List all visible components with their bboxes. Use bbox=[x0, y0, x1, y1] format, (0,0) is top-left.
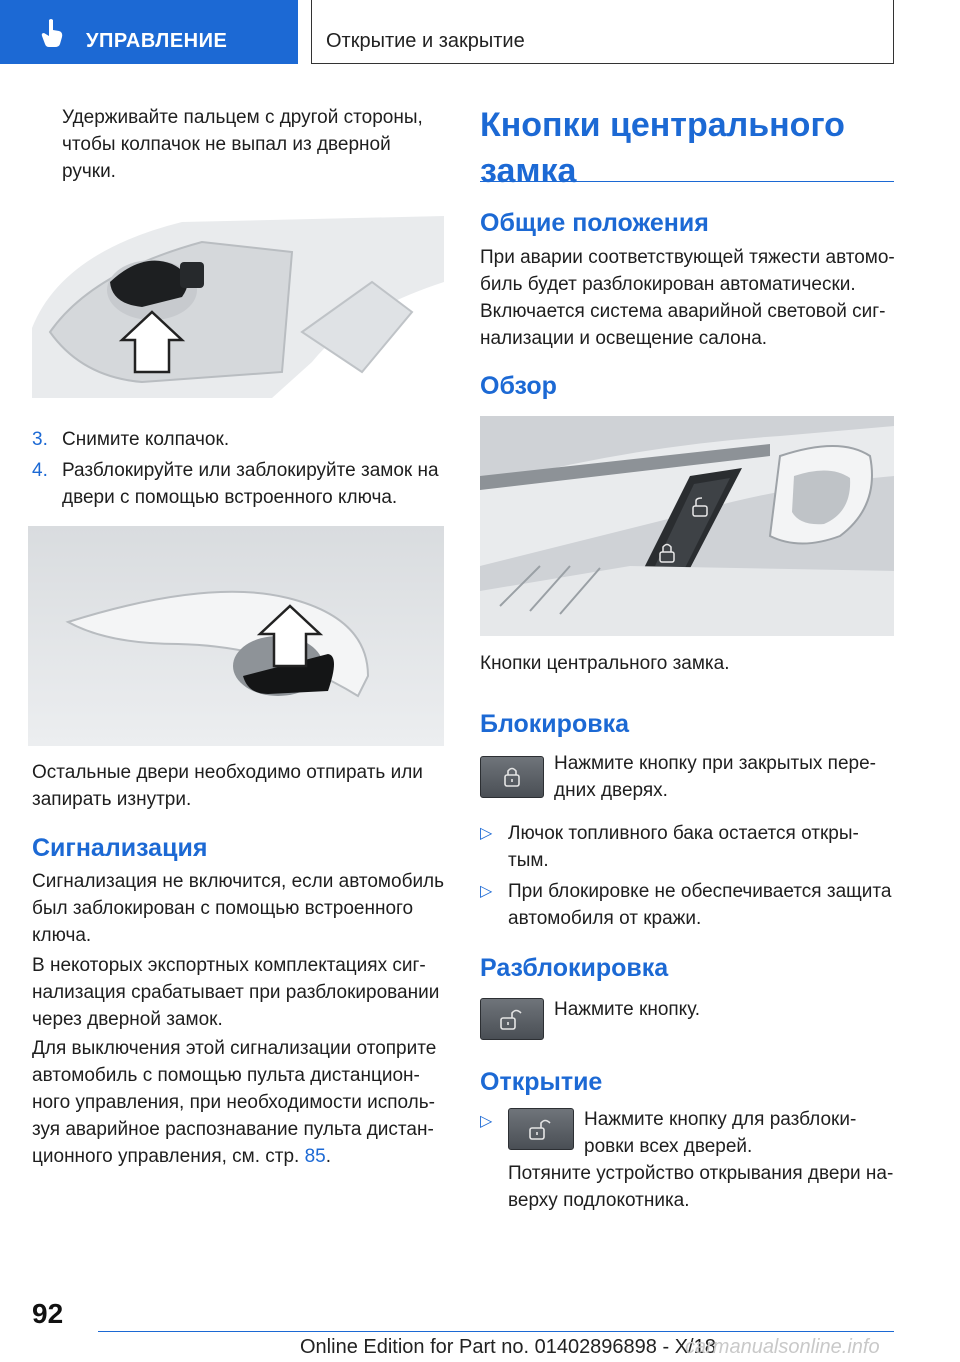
text-line: биль будет разблокирован автоматически. bbox=[480, 274, 856, 295]
footer-edition: Online Edition for Part no. 01402896898 - X/18 bbox=[300, 1336, 716, 1358]
text-line: Нажмите кнопку для разблоки- bbox=[584, 1109, 857, 1130]
text-line: запирать изнутри. bbox=[32, 789, 192, 810]
footer-rule bbox=[98, 1331, 894, 1332]
general-heading: Общие положения bbox=[480, 209, 709, 237]
text-line: автомобиля от кражи. bbox=[508, 908, 702, 929]
unlock-icon bbox=[509, 1109, 573, 1149]
text-line: верху подлокотника. bbox=[508, 1190, 690, 1211]
topic-tab bbox=[311, 0, 894, 64]
alarm-paragraph-2 bbox=[32, 952, 448, 1033]
lock-bullet-1 bbox=[480, 820, 896, 874]
lock-icon bbox=[481, 757, 543, 797]
text-line: Включается система аварийной световой сиг- bbox=[480, 301, 886, 322]
watermark-logo: carmanualsonline.info bbox=[685, 1336, 880, 1358]
text-line: дних дверях. bbox=[554, 780, 668, 801]
triangle-right-icon: ▷ bbox=[480, 825, 493, 842]
alarm-paragraph-3 bbox=[32, 1035, 448, 1170]
intro-paragraph bbox=[62, 104, 452, 185]
text-line: При аварии соответствующей тяжести автомо- bbox=[480, 247, 895, 268]
open-paragraph bbox=[508, 1160, 896, 1214]
text-line: через дверной замок. bbox=[32, 1009, 223, 1030]
step-text: Разблокируйте или заблокируйте замок на bbox=[62, 460, 439, 481]
text-line: тым. bbox=[508, 850, 549, 871]
title-rule bbox=[480, 181, 894, 182]
lock-heading: Блокировка bbox=[480, 710, 629, 738]
open-text bbox=[584, 1106, 896, 1160]
text-line: ровки всех дверей. bbox=[584, 1136, 753, 1157]
step-4 bbox=[32, 457, 448, 511]
text-line: Сигнализация не включится, если автомобиль bbox=[32, 871, 445, 892]
text-line: ного управления, при необходимости исполь- bbox=[32, 1092, 435, 1113]
overview-heading: Обзор bbox=[480, 372, 557, 400]
text-line: Потяните устройство открывания двери на- bbox=[508, 1163, 894, 1184]
unlock-button-image bbox=[508, 1108, 574, 1150]
topic-label: Открытие и закрытие bbox=[326, 30, 525, 52]
lock-button-image bbox=[480, 756, 544, 798]
text-line: При блокировке не обеспечивается защита bbox=[508, 881, 892, 902]
lock-text bbox=[554, 750, 894, 804]
lock-bullet-2 bbox=[480, 878, 896, 932]
hand-pointer-icon bbox=[40, 18, 64, 48]
text-line: Нажмите кнопку при закрытых пере- bbox=[554, 753, 876, 774]
text-line: Удерживайте пальцем с другой стороны, bbox=[62, 107, 423, 128]
step-number: 3. bbox=[32, 429, 48, 450]
overview-caption: Кнопки центрального замка. bbox=[480, 653, 730, 674]
unlock-button-image bbox=[480, 998, 544, 1040]
text-line: В некоторых экспортных комплектациях сиг- bbox=[32, 955, 426, 976]
page-85-link[interactable]: 85 bbox=[304, 1146, 326, 1167]
text-line: Для выключения этой сигнализации отоприте bbox=[32, 1038, 437, 1059]
central-lock-buttons-photo bbox=[480, 416, 894, 636]
open-heading: Открытие bbox=[480, 1068, 603, 1096]
text-line: автомобиль с помощью пульта дистанцион- bbox=[32, 1065, 420, 1086]
text-line: зуя аварийное распознавание пульта дистан- bbox=[32, 1119, 434, 1140]
triangle-right-icon: ▷ bbox=[480, 1113, 493, 1130]
text-line: нализация срабатывает при разблокировании bbox=[32, 982, 440, 1003]
text-line: ключа. bbox=[32, 925, 92, 946]
title-line: Кнопки центрального bbox=[480, 106, 845, 144]
general-paragraph bbox=[480, 244, 896, 352]
key-in-lock-photo bbox=[28, 526, 444, 746]
page-number: 92 bbox=[32, 1298, 64, 1329]
text-line: чтобы колпачок не выпал из дверной bbox=[62, 134, 391, 155]
text-line: Остальные двери необходимо отпирать или bbox=[32, 762, 423, 783]
door-handle-cap-photo bbox=[32, 212, 444, 398]
text-line: Лючок топливного бака остается откры- bbox=[508, 823, 859, 844]
step-number: 4. bbox=[32, 460, 48, 481]
alarm-heading: Сигнализация bbox=[32, 834, 208, 862]
step-3 bbox=[32, 426, 448, 453]
section-tab bbox=[0, 0, 298, 64]
unlock-text: Нажмите кнопку. bbox=[554, 999, 701, 1020]
text-line: нализации и освещение салона. bbox=[480, 328, 768, 349]
section-label: УПРАВЛЕНИЕ bbox=[86, 30, 228, 52]
step-text: Снимите колпачок. bbox=[62, 429, 230, 450]
unlock-icon bbox=[481, 999, 543, 1039]
step-text: двери с помощью встроенного ключа. bbox=[62, 487, 398, 508]
triangle-right-icon: ▷ bbox=[480, 883, 493, 900]
text-line: был заблокирован с помощью встроенного bbox=[32, 898, 414, 919]
text-line: ручки. bbox=[62, 161, 116, 182]
text-line: . bbox=[325, 1146, 332, 1167]
text-line: ционного управления, см. стр. bbox=[32, 1146, 300, 1167]
unlock-heading: Разблокировка bbox=[480, 954, 669, 982]
alarm-paragraph-1 bbox=[32, 868, 448, 949]
other-doors-paragraph bbox=[32, 759, 448, 813]
title-line: замка bbox=[480, 152, 577, 190]
